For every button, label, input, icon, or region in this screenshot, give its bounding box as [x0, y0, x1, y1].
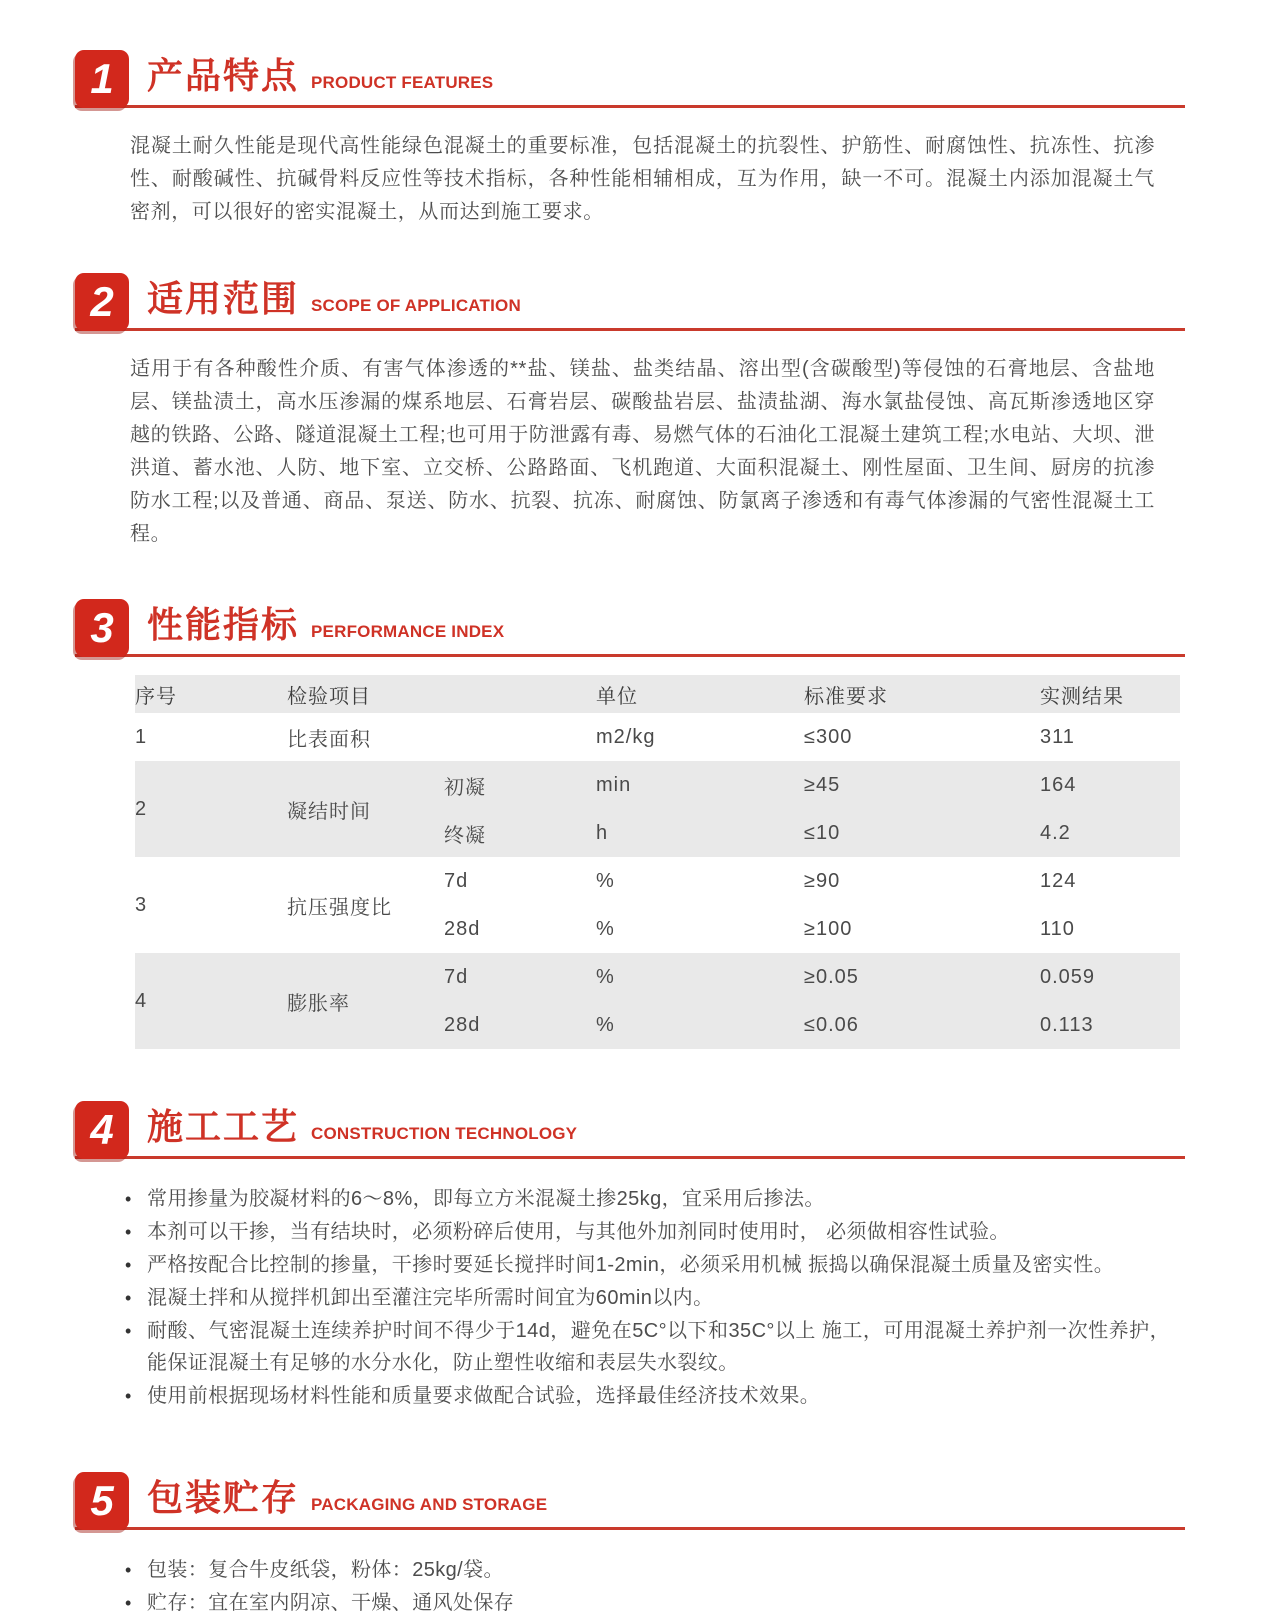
packaging-bullet-list [125, 1554, 1170, 1619]
cell-sub-item: 终凝 [420, 809, 580, 857]
cell-unit: % [580, 857, 790, 905]
bullet-item [125, 1380, 1170, 1412]
section-header-product-features [75, 48, 1185, 108]
cell-sub-item: 7d [420, 953, 580, 1001]
section-number-badge: 5 [75, 1472, 129, 1530]
cell-standard-req: ≥45 [790, 761, 1030, 809]
cell-test-item: 抗压强度比 [235, 857, 420, 953]
cell-serial-number: 1 [135, 713, 235, 761]
cell-measured-result: 0.113 [1030, 1001, 1180, 1049]
bullet-dot-icon: • [125, 1321, 132, 1341]
bullet-dot-icon: • [125, 1560, 132, 1580]
cell-measured-result: 124 [1030, 857, 1180, 905]
section-title-en: SCOPE OF APPLICATION [311, 296, 521, 315]
section-title [147, 1099, 577, 1156]
section-title-zh: 产品特点 [147, 55, 300, 96]
bullet-text: 使用前根据现场材料性能和质量要求做配合试验，选择最佳经济技术效果。 [147, 1385, 821, 1407]
bullet-text: 贮存：宜在室内阴凉、干燥、通风处保存 [147, 1592, 515, 1614]
construction-bullet-list [125, 1183, 1170, 1412]
cell-standard-req: ≥90 [790, 857, 1030, 905]
bullet-item [125, 1183, 1170, 1215]
bullet-text: 严格按配合比控制的掺量，干掺时要延长搅拌时间1-2min，必须采用机械 振捣以确保混凝土质量及密实性。 [147, 1254, 1115, 1276]
section-title [147, 48, 493, 105]
section-title-zh: 适用范围 [147, 278, 300, 319]
cell-test-item: 比表面积 [235, 713, 420, 761]
cell-unit: % [580, 905, 790, 953]
col-header-no: 序号 [135, 675, 235, 713]
cell-sub-item: 初凝 [420, 761, 580, 809]
bullet-item [125, 1587, 1170, 1619]
section-performance-index [75, 597, 1185, 1049]
section-number-badge: 4 [75, 1101, 129, 1159]
cell-standard-req: ≤10 [790, 809, 1030, 857]
section-title-zh: 性能指标 [147, 604, 300, 645]
cell-test-item: 膨胀率 [235, 953, 420, 1049]
section-product-features [75, 48, 1185, 229]
section-body-text: 混凝土耐久性能是现代高性能绿色混凝土的重要标准，包括混凝土的抗裂性、护筋性、耐腐蚀性、抗冻性、抗渗性、耐酸碱性、抗碱骨料反应性等技术指标，各种性能相辅相成，互为作用，缺一不可。混凝土内添加混凝土气密剂，可以很好的密实混凝土，从而达到施工要求。 [130, 135, 1155, 223]
bullet-text: 本剂可以干掺，当有结块时，必须粉碎后使用，与其他外加剂同时使用时， 必须做相容性试验。 [147, 1221, 1010, 1243]
bullet-text: 包装：复合牛皮纸袋，粉体：25kg/袋。 [147, 1559, 504, 1581]
section-header-packaging [75, 1470, 1185, 1530]
cell-unit: h [580, 809, 790, 857]
section-header-scope [75, 271, 1185, 331]
bullet-item [125, 1216, 1170, 1248]
cell-unit: m2/kg [580, 713, 790, 761]
cell-standard-req: ≤0.06 [790, 1001, 1030, 1049]
bullet-text: 耐酸、气密混凝土连续养护时间不得少于14d，避免在5C°以下和35C°以上 施工，可用混凝土养护剂一次性养护，能保证混凝土有足够的水分水化，防止塑性收缩和表层失水裂纹。 [147, 1320, 1170, 1374]
section-number-badge: 1 [75, 50, 129, 108]
col-header-item: 检验项目 [235, 675, 580, 713]
section-construction-technology [75, 1099, 1185, 1412]
section-title-en: PERFORMANCE INDEX [311, 622, 505, 641]
section-title-en: PACKAGING AND STORAGE [311, 1495, 548, 1514]
bullet-item [125, 1315, 1170, 1379]
cell-sub-item: 28d [420, 1001, 580, 1049]
cell-serial-number: 3 [135, 857, 235, 953]
bullet-dot-icon: • [125, 1593, 132, 1613]
cell-test-item: 凝结时间 [235, 761, 420, 857]
section-body-text: 适用于有各种酸性介质、有害气体渗透的**盐、镁盐、盐类结晶、溶出型(含碳酸型)等侵蚀的石膏地层、含盐地层、镁盐渍土，高水压渗漏的煤系地层、石膏岩层、碳酸盐岩层、盐渍盐湖、海水氯盐侵蚀、高瓦斯渗透地区穿越的铁路、公路、隧道混凝土工程;也可用于防泄露有毒、易燃气体的石油化工混凝土建筑工程;水电站、大坝、泄洪道、蓄水池、人防、地下室、立交桥、公路路面、飞机跑道、大面积混凝土、刚性屋面、卫生间、厨房的抗渗防水工程;以及普通、商品、泵送、防水、抗裂、抗冻、耐腐蚀、防氯离子渗透和有毒气体渗漏的气密性混凝土工程。 [130, 358, 1155, 545]
bullet-dot-icon: • [125, 1189, 132, 1209]
cell-sub-item: 28d [420, 905, 580, 953]
cell-sub-item: 7d [420, 857, 580, 905]
col-header-unit: 单位 [580, 675, 790, 713]
bullet-text: 常用掺量为胶凝材料的6～8%，即每立方米混凝土掺25kg，宜采用后掺法。 [147, 1188, 825, 1210]
bullet-dot-icon: • [125, 1255, 132, 1275]
section-title [147, 597, 504, 654]
section-number-badge: 2 [75, 273, 129, 331]
bullet-dot-icon: • [125, 1386, 132, 1406]
cell-measured-result: 164 [1030, 761, 1180, 809]
cell-unit: min [580, 761, 790, 809]
table-row [135, 857, 1180, 905]
cell-serial-number: 2 [135, 761, 235, 857]
section-title [147, 1470, 547, 1527]
bullet-item [125, 1554, 1170, 1586]
performance-table-header [135, 675, 1180, 713]
bullet-text: 混凝土拌和从搅拌机卸出至灌注完毕所需时间宜为60min以内。 [147, 1287, 714, 1309]
table-row [135, 713, 1180, 761]
cell-measured-result: 110 [1030, 905, 1180, 953]
section-title [147, 271, 521, 328]
bullet-item [125, 1249, 1170, 1281]
cell-serial-number: 4 [135, 953, 235, 1049]
cell-standard-req: ≤300 [790, 713, 1030, 761]
cell-unit: % [580, 1001, 790, 1049]
bullet-dot-icon: • [125, 1222, 132, 1242]
performance-table-wrap [135, 675, 1185, 1049]
section-title-zh: 施工工艺 [147, 1106, 300, 1147]
performance-table-body [135, 713, 1180, 1049]
section-scope-of-application [75, 271, 1185, 551]
section-title-zh: 包装贮存 [147, 1477, 300, 1518]
bullet-item [125, 1282, 1170, 1314]
section-number-badge: 3 [75, 599, 129, 657]
cell-standard-req: ≥100 [790, 905, 1030, 953]
performance-table [135, 675, 1180, 1049]
cell-standard-req: ≥0.05 [790, 953, 1030, 1001]
section-header-construction [75, 1099, 1185, 1159]
section-title-en: CONSTRUCTION TECHNOLOGY [311, 1124, 578, 1143]
cell-measured-result: 4.2 [1030, 809, 1180, 857]
cell-unit: % [580, 953, 790, 1001]
section-title-en: PRODUCT FEATURES [311, 73, 494, 92]
cell-sub-item [420, 713, 580, 761]
cell-measured-result: 311 [1030, 713, 1180, 761]
section-header-performance [75, 597, 1185, 657]
bullet-dot-icon: • [125, 1288, 132, 1308]
cell-measured-result: 0.059 [1030, 953, 1180, 1001]
col-header-std: 标准要求 [790, 675, 1030, 713]
section-packaging-storage [75, 1470, 1185, 1619]
table-row [135, 953, 1180, 1001]
table-row [135, 761, 1180, 809]
col-header-result: 实测结果 [1030, 675, 1180, 713]
